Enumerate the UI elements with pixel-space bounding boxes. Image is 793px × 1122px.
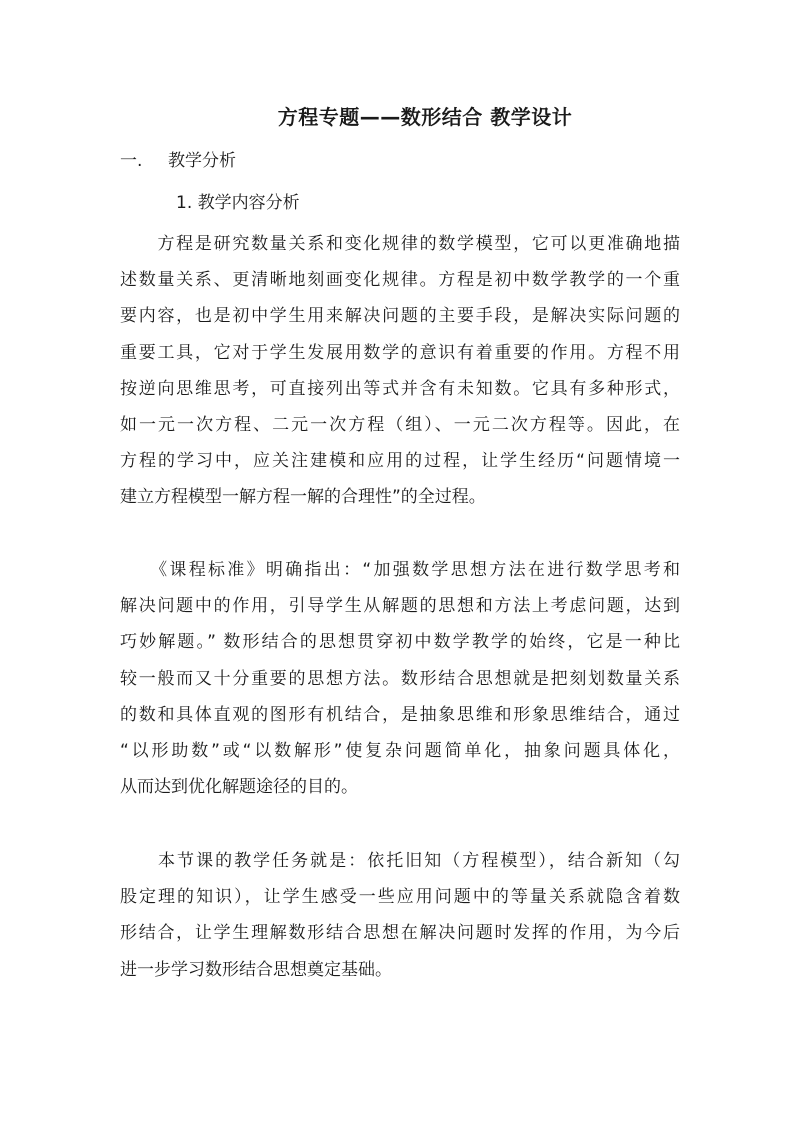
paragraph-line: 进一步学习数形结合思想奠定基础。 [120,959,392,980]
section-title: 教学分析 [168,151,236,171]
paragraph-line: 建立方程模型一解方程一解的合理性”的全过程。 [120,487,486,508]
section-number: 一. [120,151,143,171]
paragraph-content-analysis-1 [120,226,680,516]
paragraph-line: 解决问题中的作用，引导学生从解题的思想和方法上考虑问题，达到 [120,596,680,617]
paragraph-line: 要内容，也是初中学生用来解决问题的主要手段，是解决实际问题的 [120,306,680,327]
paragraph-line: 较一般而又十分重要的思想方法。数形结合思想就是把刻划数量关系 [120,668,680,689]
paragraph-line: 的数和具体直观的图形有机结合，是抽象思维和形象思维结合，通过 [120,704,680,725]
paragraph-line: 形结合，让学生理解数形结合思想在解决问题时发挥的作用，为今后 [120,923,680,944]
paragraph-line: 从而达到优化解题途径的目的。 [120,777,358,798]
section-heading [120,146,236,171]
paragraph-line: 方程的学习中，应关注建模和应用的过程，让学生经历“问题情境一 [120,451,680,472]
paragraph-line: 本节课的教学任务就是：依托旧知（方程模型），结合新知（勾 [120,851,680,871]
paragraph-line: 方程是研究数量关系和变化规律的数学模型，它可以更准确地描 [120,234,680,254]
paragraph-line: 巧妙解题。” 数形结合的思想贯穿初中数学教学的始终，它是一种比 [120,632,680,653]
paragraph-content-analysis-3 [120,843,680,988]
document-title: 方程专题——数形结合 教学设计 [277,105,573,129]
paragraph-content-analysis-2 [120,552,680,805]
paragraph-line: 《课程标准》明确指出：“加强数学思想方法在进行数学思考和 [120,560,680,580]
paragraph-line: “以形助数”或“以数解形”使复杂问题简单化，抽象问题具体化， [120,740,680,761]
paragraph-line: 如一元一次方程、二元一次方程（组）、一元二次方程等。因此，在 [120,414,680,435]
paragraph-line: 述数量关系、更清晰地刻画变化规律。方程是初中数学教学的一个重 [120,270,680,291]
subsection-heading: 1. 教学内容分析 [176,193,300,213]
paragraph-line: 按逆向思维思考，可直接列出等式并含有未知数。它具有多种形式， [120,378,680,399]
paragraph-line: 重要工具，它对于学生发展用数学的意识有着重要的作用。方程不用 [120,342,680,363]
paragraph-line: 股定理的知识），让学生感受一些应用问题中的等量关系就隐含着数 [120,887,680,908]
